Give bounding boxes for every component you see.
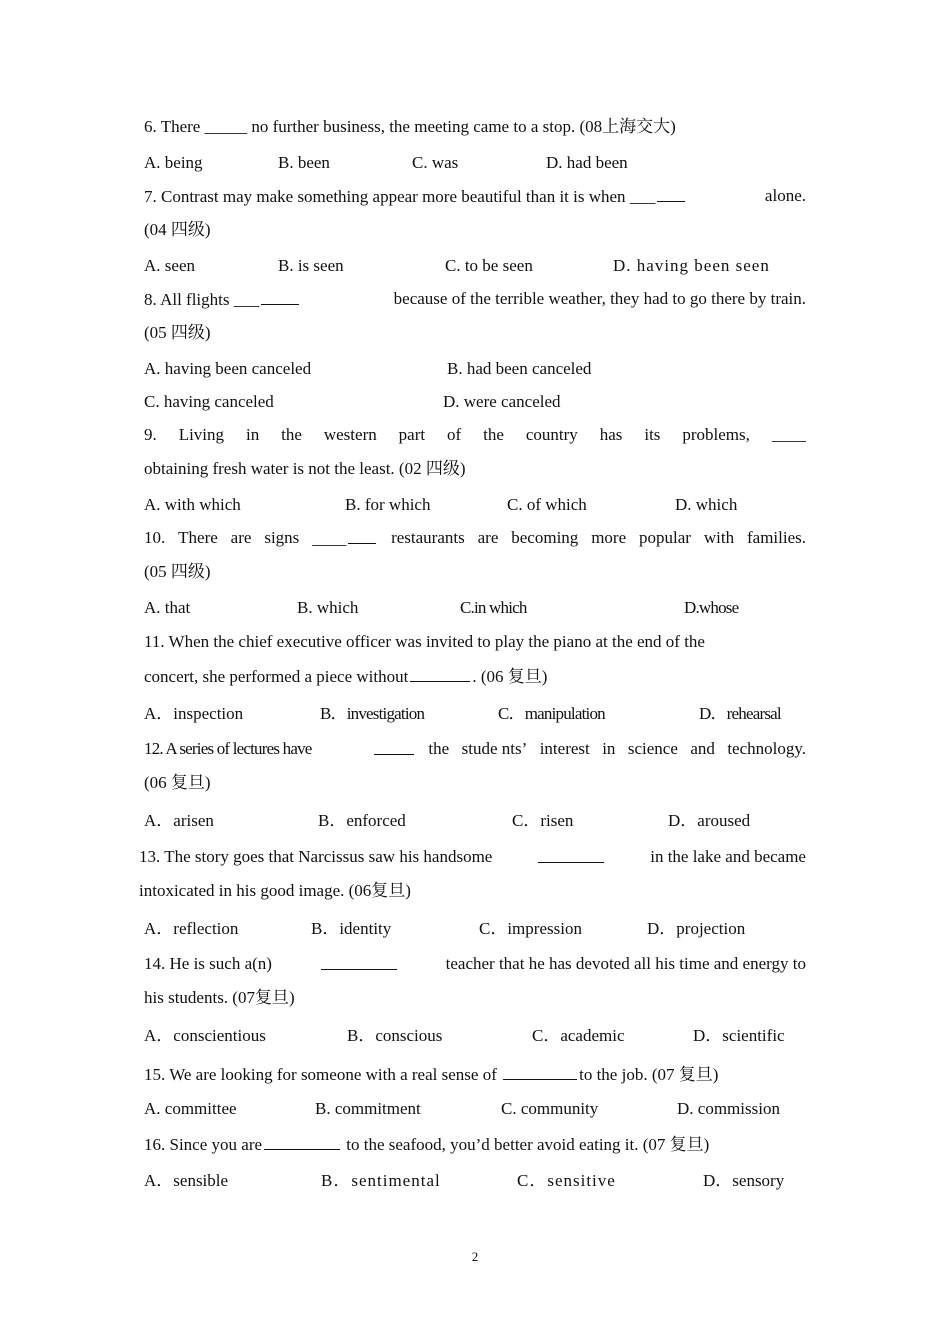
question-7-option-d: D. having been seen <box>613 256 770 275</box>
question-14-option-b: B．conscious <box>347 1026 443 1045</box>
question-11-stem-cont: concert, she performed a piece without . (06 复旦) <box>144 667 548 686</box>
question-8-option-b: B. had been canceled <box>447 359 592 378</box>
question-9-stem: 9. Living in the western part of the country has its problems, ____ <box>144 425 806 444</box>
question-8-source: (05 四级) <box>144 323 211 342</box>
question-9-option-c: C. of which <box>507 495 587 514</box>
question-16-option-a: A．sensible <box>144 1171 229 1190</box>
question-12-option-a: A．arisen <box>144 811 214 830</box>
question-10-option-b: B. which <box>297 598 359 617</box>
question-8-option-a: A. having been canceled <box>144 359 312 378</box>
question-13-stem: 13. The story goes that Narcissus saw his handsome in the lake and became <box>139 847 806 866</box>
question-6-option-d: D. had been <box>546 153 628 172</box>
question-12-source: (06 复旦) <box>144 773 211 792</box>
question-12-option-b: B．enforced <box>318 811 406 830</box>
question-15-stem: 15. We are looking for someone with a real sense of to the job. (07 复旦) <box>144 1065 719 1084</box>
question-11-option-c: C．manipulation <box>498 704 605 723</box>
question-15-option-b: B. commitment <box>315 1099 421 1118</box>
question-6-option-b: B. been <box>278 153 330 172</box>
question-16-stem: 16. Since you are to the seafood, you’d better avoid eating it. (07 复旦) <box>144 1135 710 1154</box>
question-14-stem-cont: his students. (07复旦) <box>144 988 295 1007</box>
page-number: 2 <box>471 1249 479 1264</box>
question-8-option-c: C. having canceled <box>144 392 274 411</box>
question-8-stem: 8. All flights ___ because of the terrible weather, they had to go there by train. <box>144 289 806 309</box>
question-10-option-c: C.in which <box>460 598 527 617</box>
question-8-option-d: D. were canceled <box>443 392 561 411</box>
question-9-option-a: A. with which <box>144 495 241 514</box>
question-7-option-c: C. to be seen <box>445 256 533 275</box>
question-9-stem-cont: obtaining fresh water is not the least. (02 四级) <box>144 459 466 478</box>
question-7-stem: 7. Contrast may make something appear more beautiful than it is when ___ alone. <box>144 186 806 206</box>
question-10-source: (05 四级) <box>144 562 211 581</box>
question-12-option-d: D．aroused <box>668 811 751 830</box>
question-15-option-a: A. committee <box>144 1099 237 1118</box>
question-10-option-a: A. that <box>144 598 191 617</box>
question-11-option-d: D．rehearsal <box>699 704 781 723</box>
question-16-option-d: D．sensory <box>703 1171 785 1190</box>
question-6-option-a: A. being <box>144 153 203 172</box>
question-14-option-a: A．conscientious <box>144 1026 266 1045</box>
question-16-option-c: C．sensitive <box>517 1171 616 1190</box>
question-13-option-c: C．impression <box>479 919 582 938</box>
question-13-option-d: D．projection <box>647 919 746 938</box>
question-14-stem: 14. He is such a(n) teacher that he has devoted all his time and energy to <box>144 954 806 973</box>
question-6-stem: 6. There _____ no further business, the meeting came to a stop. (08上海交大) <box>144 117 676 136</box>
question-15-option-d: D. commission <box>677 1099 780 1118</box>
question-11-option-b: B．investigation <box>320 704 425 723</box>
question-11-stem: 11. When the chief executive officer was invited to play the piano at the end of the <box>144 632 705 651</box>
question-13-option-b: B．identity <box>311 919 392 938</box>
question-13-stem-cont: intoxicated in his good image. (06复旦) <box>139 881 411 900</box>
question-16-option-b: B．sentimental <box>321 1171 441 1190</box>
question-10-stem: 10. There are signs ____ restaurants are becoming more popular with families. <box>144 528 806 548</box>
question-13-option-a: A．reflection <box>144 919 239 938</box>
question-14-option-c: C．academic <box>532 1026 625 1045</box>
question-15-option-c: C. community <box>501 1099 599 1118</box>
question-9-option-b: B. for which <box>345 495 431 514</box>
question-11-option-a: A．inspection <box>144 704 244 723</box>
question-7-option-a: A. seen <box>144 256 195 275</box>
question-12-stem: 12. A series of lectures have the stude nts’ interest in science and technology. <box>144 739 806 758</box>
question-14-option-d: D．scientific <box>693 1026 785 1045</box>
question-12-option-c: C．risen <box>512 811 574 830</box>
question-7-option-b: B. is seen <box>278 256 344 275</box>
question-10-option-d: D.whose <box>684 598 739 617</box>
question-9-option-d: D. which <box>675 495 738 514</box>
question-7-source: (04 四级) <box>144 220 211 239</box>
question-6-option-c: C. was <box>412 153 459 172</box>
